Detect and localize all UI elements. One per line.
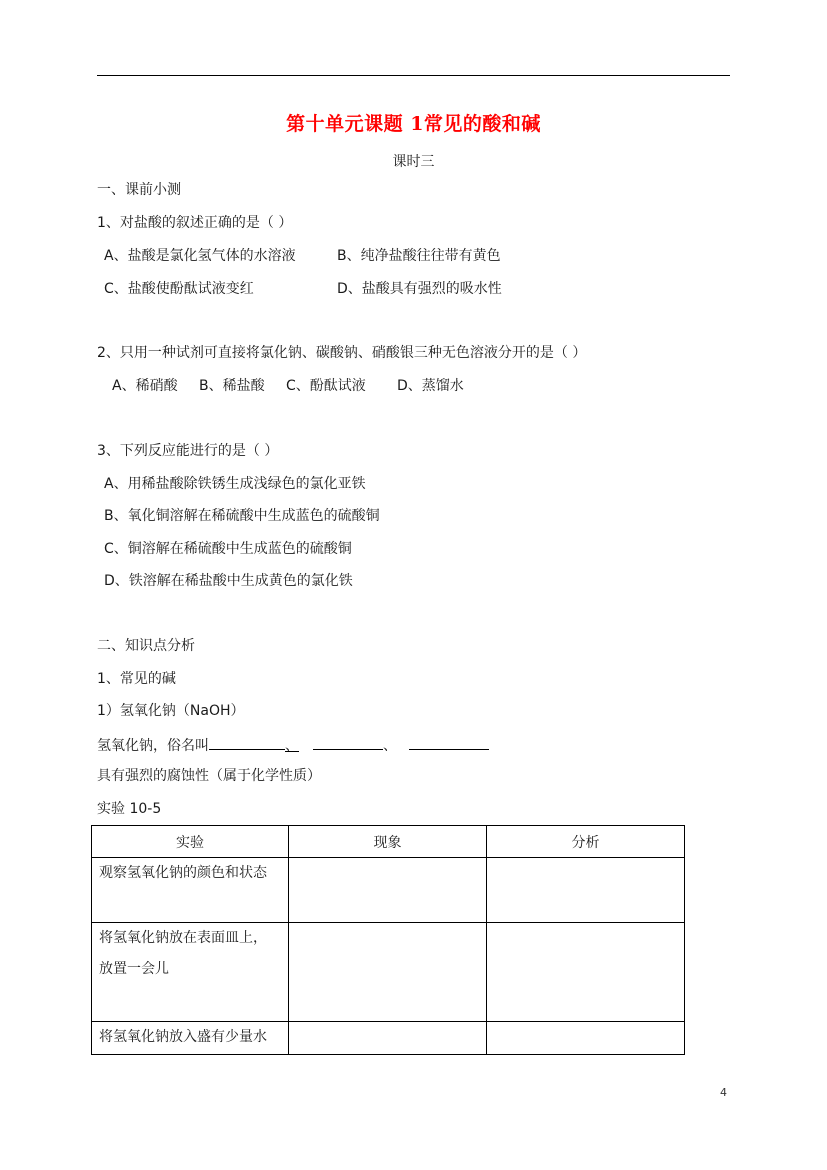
header-rule xyxy=(97,75,730,76)
q2-option-a: A、稀硝酸 xyxy=(112,378,178,394)
row2-experiment-line2: 放置一会儿 xyxy=(99,961,169,977)
section2-sub1: 1、常见的碱 xyxy=(97,671,176,687)
q2-stem: 2、只用一种试剂可直接将氯化钠、碳酸钠、硝酸银三种无色溶液分开的是（ ） xyxy=(97,345,587,361)
section2-sub1-1: 1）氢氧化钠（NaOH） xyxy=(97,703,245,719)
q1-option-a: A、盐酸是氯化氢气体的水溶液 xyxy=(104,248,296,264)
q2-option-d: D、蒸馏水 xyxy=(397,378,464,394)
section1-heading: 一、课前小测 xyxy=(97,182,181,198)
table-row xyxy=(92,923,685,1022)
q1-stem: 1、对盐酸的叙述正确的是（ ） xyxy=(97,215,293,231)
table-header-analysis: 分析 xyxy=(487,826,685,858)
table-cell-phenomenon[interactable] xyxy=(289,923,487,1022)
table-cell-phenomenon[interactable] xyxy=(289,858,487,923)
q3-option-d: D、铁溶解在稀盐酸中生成黄色的氯化铁 xyxy=(104,573,353,589)
q3-option-a: A、用稀盐酸除铁锈生成浅绿色的氯化亚铁 xyxy=(104,476,366,492)
q3-stem: 3、下列反应能进行的是（ ） xyxy=(97,443,279,459)
q3-option-c: C、铜溶解在稀硫酸中生成蓝色的硫酸铜 xyxy=(104,541,352,557)
separator-2: 、 xyxy=(383,738,397,754)
experiment-label: 实验 10-5 xyxy=(97,801,162,817)
document-title: 第十单元课题 1常见的酸和碱 xyxy=(286,113,541,135)
nickname-prefix: 氢氧化钠，俗名叫 xyxy=(97,738,209,754)
table-cell-analysis[interactable] xyxy=(487,858,685,923)
table-cell-analysis[interactable] xyxy=(487,923,685,1022)
table-row xyxy=(92,1022,685,1055)
q1-option-c: C、盐酸使酚酞试液变红 xyxy=(104,281,254,297)
q1-option-d: D、盐酸具有强烈的吸水性 xyxy=(337,281,502,297)
fill-blank-3[interactable] xyxy=(409,735,489,750)
table-cell-analysis[interactable] xyxy=(487,1022,685,1055)
table-header-row xyxy=(92,826,685,858)
q3-option-b: B、氧化铜溶解在稀硫酸中生成蓝色的硫酸铜 xyxy=(104,508,380,524)
section2-heading: 二、知识点分析 xyxy=(97,638,195,654)
row1-experiment: 观察氢氧化钠的颜色和状态 xyxy=(99,865,267,881)
q2-option-b: B、稀盐酸 xyxy=(199,378,265,394)
table-cell-experiment xyxy=(92,923,289,1022)
fill-blank-1[interactable] xyxy=(209,735,285,750)
document-subtitle: 课时三 xyxy=(392,154,435,170)
q1-option-b: B、纯净盐酸往往带有黄色 xyxy=(337,248,501,264)
separator-1: 、 xyxy=(285,738,299,754)
table-cell-phenomenon[interactable] xyxy=(289,1022,487,1055)
fill-blank-2[interactable] xyxy=(313,735,383,750)
table-header-experiment: 实验 xyxy=(92,826,289,858)
row2-experiment-line1: 将氢氧化钠放在表面皿上， xyxy=(99,930,267,946)
table-header-phenomenon: 现象 xyxy=(289,826,487,858)
experiment-table xyxy=(91,825,685,1055)
table-cell-experiment xyxy=(92,1022,289,1055)
nickname-line xyxy=(97,735,489,755)
row3-experiment: 将氢氧化钠放入盛有少量水 xyxy=(99,1029,267,1045)
table-cell-experiment xyxy=(92,858,289,923)
corrosive-note: 具有强烈的腐蚀性（属于化学性质） xyxy=(97,768,321,784)
table-row xyxy=(92,858,685,923)
q2-option-c: C、酚酞试液 xyxy=(286,378,366,394)
page-number: 4 xyxy=(720,1086,727,1099)
